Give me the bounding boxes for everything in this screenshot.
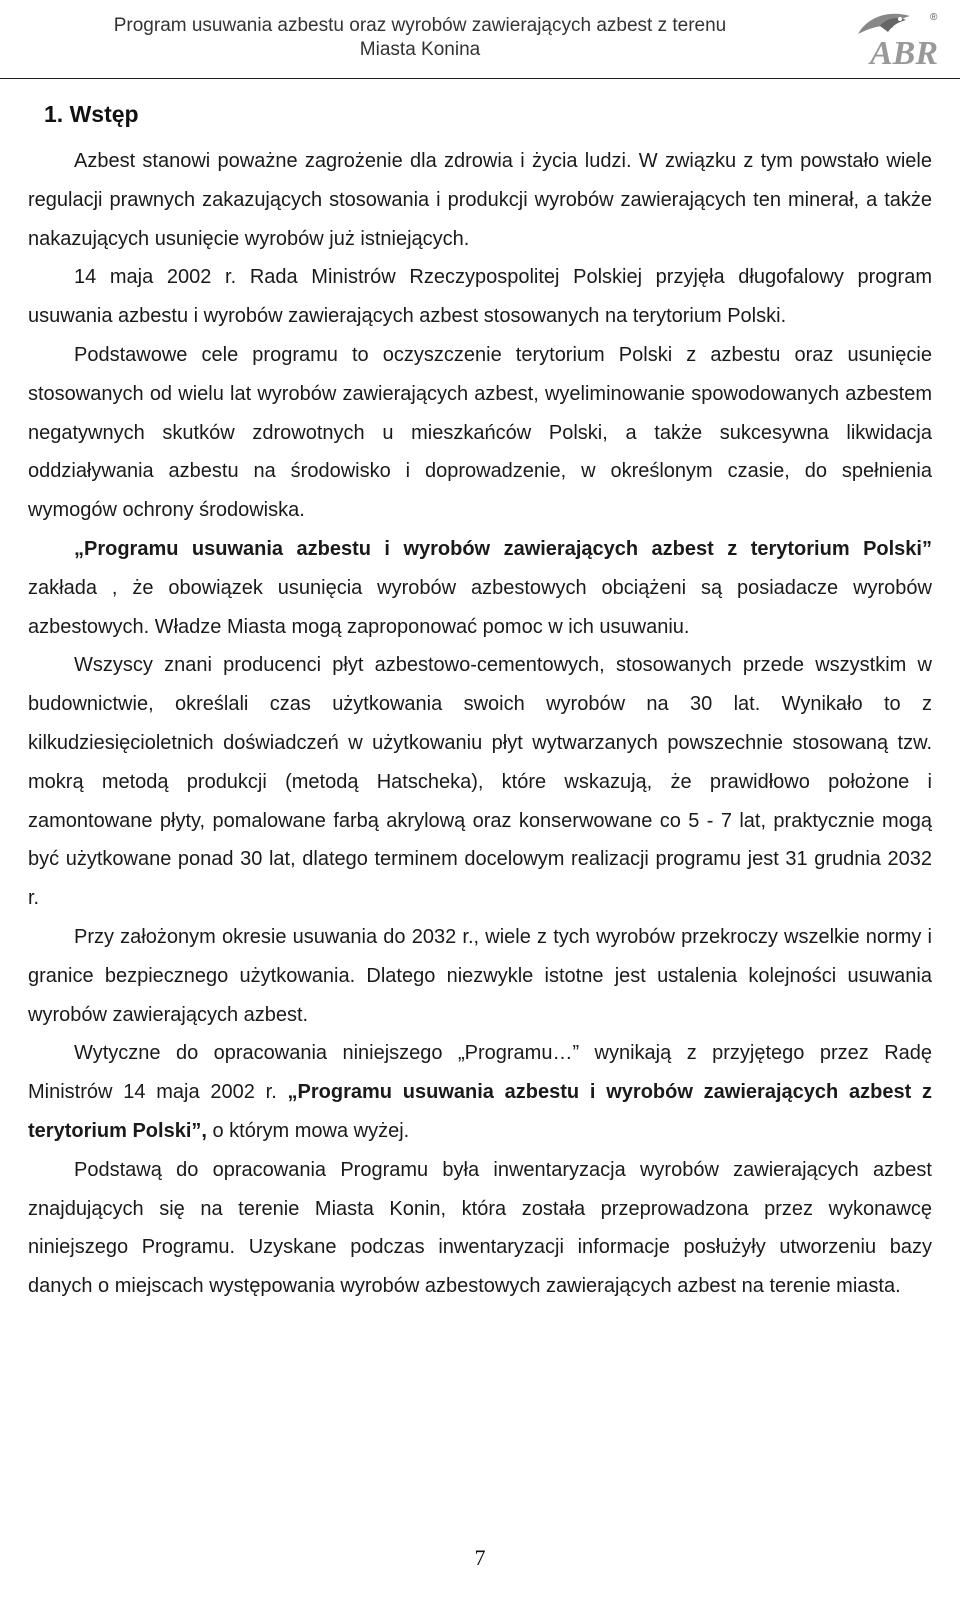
paragraph-program-adoption: 14 maja 2002 r. Rada Ministrów Rzeczypospolitej Polskiej przyjęła długofalowy program usuwania azbestu i wyrobów zawierających azbest stosowanych na terytorium Polski. — [28, 266, 932, 328]
header-title — [40, 14, 800, 62]
paragraph-guidelines-start: Wytyczne do opracowania niniejszego „Programu…” wynikają z przyjętego przez Radę Ministrów 14 maja 2002 r. — [28, 1042, 932, 1104]
header-title-line-1: Program usuwania azbestu oraz wyrobów zawierających azbest z terenu — [113, 15, 727, 36]
paragraph-guidelines-end: o którym mowa wyżej. — [206, 1119, 410, 1142]
document-body — [28, 142, 932, 1306]
page-header — [0, 0, 960, 79]
paragraph-owner-obligation-text: zakłada , że obowiązek usunięcia wyrobów azbestowych obciążeni są posiadacze wyrobów azbestowych. Władze Miasta mogą zaproponować pomoc w ich usuwaniu. — [28, 576, 932, 638]
paragraph-guidelines — [28, 1034, 932, 1150]
program-title-bold-2: „Programu usuwania azbestu i wyrobów zawierających azbest z terytorium Polski”, — [28, 1081, 933, 1142]
paragraph-intro: Azbest stanowi poważne zagrożenie dla zdrowia i życia ludzi. W związku z tym powstało wiele regulacji prawnych zakazujących stosowania i produkcji wyrobów zawierających ten minerał, a także nakazujących usunięcie wyrobów już istniejących. — [28, 150, 932, 250]
header-title-line-2: Miasta Konina — [359, 39, 481, 60]
paragraph-owner-obligation — [28, 530, 932, 646]
registered-mark: ® — [930, 12, 938, 23]
section-heading: 1. Wstęp — [44, 101, 139, 127]
paragraph-program-goals: Podstawowe cele programu to oczyszczenie terytorium Polski z azbestu oraz usunięcie stosowanych od wielu lat wyrobów zawierających azbest, wyeliminowanie spowodowanych azbestem negatywnych skutków zdrowotnych u mieszkańców Polski, a także sukcesywna likwidacja oddziaływania azbestu na środowisko i doprowadzenie, w określonym czasie, do spełnienia wymogów ochrony środowiska. — [28, 343, 932, 522]
logo-lettering: ABR — [870, 35, 939, 72]
page-number: 7 — [474, 1545, 486, 1570]
program-title-bold: „Programu usuwania azbestu i wyrobów zawierających azbest z terytorium Polski” — [74, 537, 932, 560]
paragraph-removal-order: Przy założonym okresie usuwania do 2032 r., wiele z tych wyrobów przekroczy wszelkie normy i granice bezpiecznego użytkowania. Dlatego niezwykle istotne jest ustalenia kolejności usuwania wyrobów zawierających azbest. — [28, 925, 932, 1026]
company-logo — [850, 6, 940, 74]
paragraph-usage-period: Wszyscy znani producenci płyt azbestowo-cementowych, stosowanych przede wszystkim w budownictwie, określali czas użytkowania swoich wyrobów na 30 lat. Wynikało to z kilkudziesięcioletnich doświadczeń w użytkowaniu płyt wytwarzanych powszechnie stosowaną tzw. mokrą metodą produkcji (metodą Hatscheka), które wskazują, że prawidłowo położone i zamontowane płyty, pomalowane farbą akrylową oraz konserwowane co 5 - 7 lat, praktycznie mogą być użytkowane ponad 30 lat, dlatego terminem docelowym realizacji programu jest 31 grudnia 2032 r. — [28, 654, 932, 910]
paragraph-inventory: Podstawą do opracowania Programu była inwentaryzacja wyrobów zawierających azbest znajdujących się na terenie Miasta Konin, która została przeprowadzona przez wykonawcę niniejszego Programu. Uzyskane podczas inwentaryzacji informacje posłużyły utworzeniu bazy danych o miejscach występowania wyrobów azbestowych zawierających azbest na terenie miasta. — [28, 1158, 932, 1298]
